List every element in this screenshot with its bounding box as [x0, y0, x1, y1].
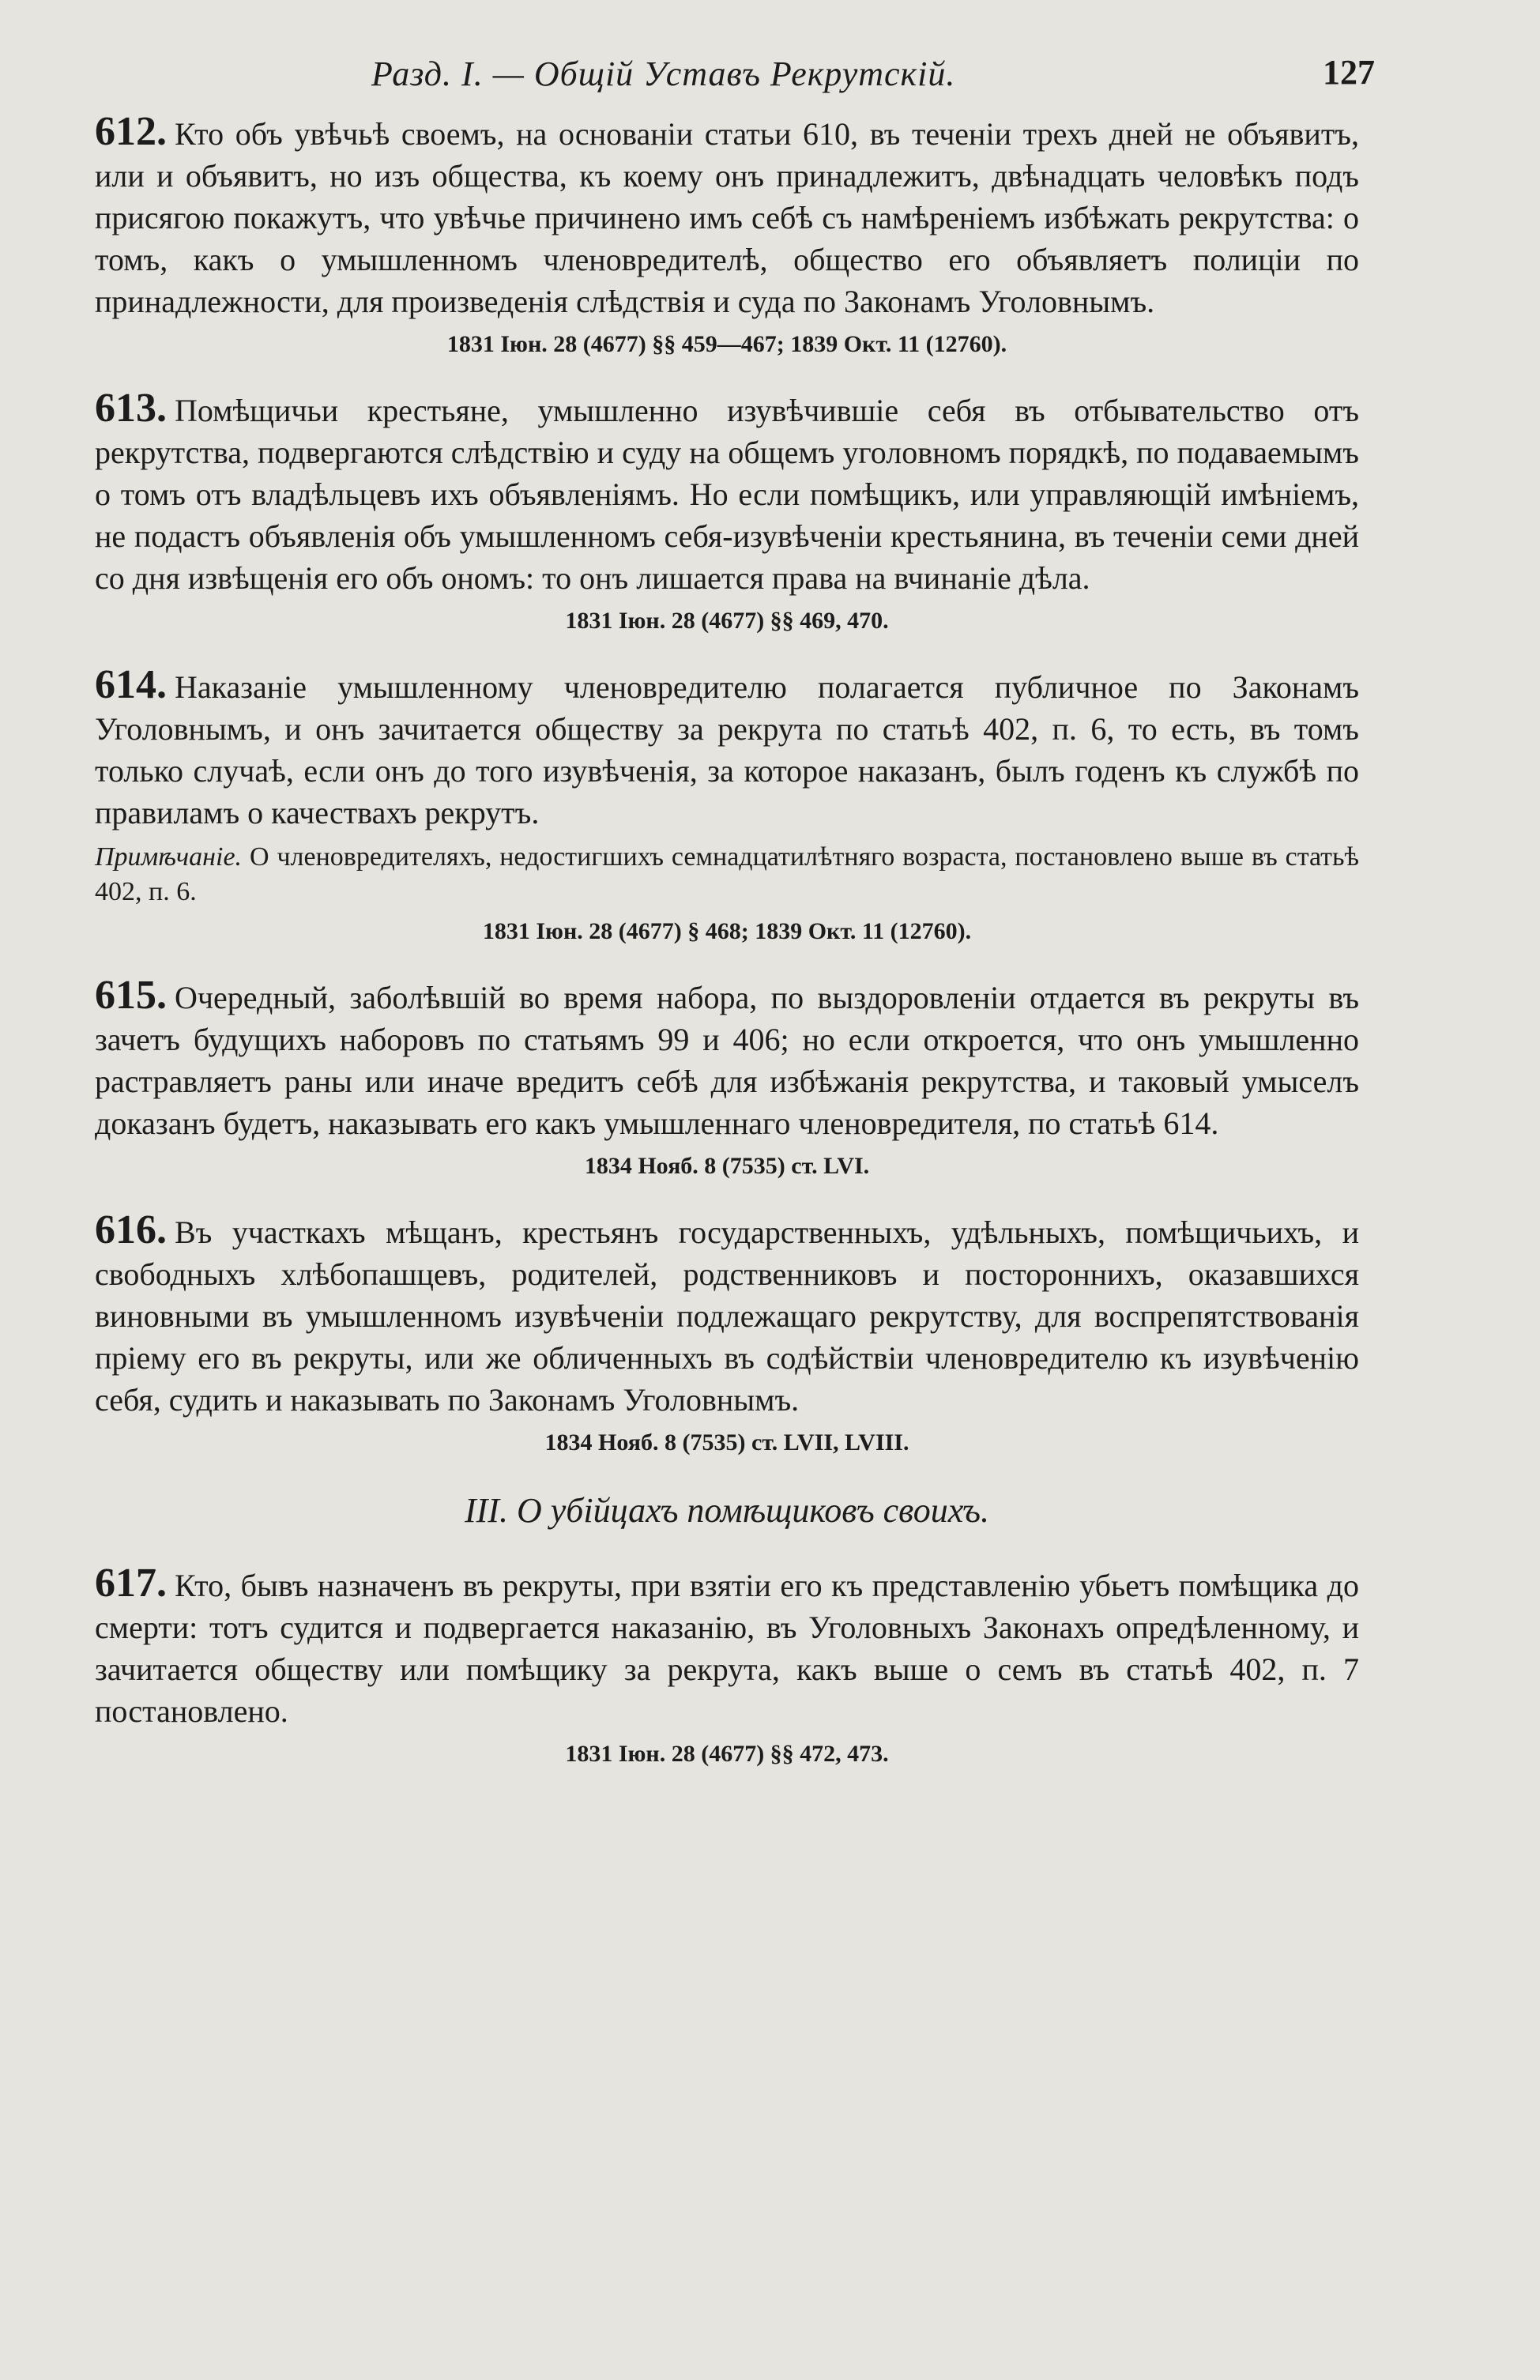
article-body — [95, 111, 1359, 322]
note-text: О членовредителяхъ, недостигшихъ семнадцатилѣтняго возраста, постановлено выше въ статьѣ 402, п. 6. — [95, 842, 1360, 906]
article-number: 615. — [95, 973, 167, 1018]
page-header — [111, 46, 1375, 101]
article-616 — [95, 1209, 1359, 1459]
article-body — [95, 1209, 1359, 1421]
article-text: Наказанiе умышленному членовредителю полагается публичное по Законамъ Уголовнымъ, и онъ зачитается обществу за рекрута по статьѣ 402, п. 6, то есть, въ томъ только случаѣ, если онъ до того изувѣченiя, за которое наказанъ, былъ годенъ къ службѣ по правиламъ о качествахъ рекрутъ. — [95, 669, 1359, 830]
article-body — [95, 974, 1359, 1144]
article-text: Кто, бывъ назначенъ въ рекруты, при взятiи его къ представленiю убьетъ помѣщика до смерти: тотъ судится и подвергается наказанiю, въ Уголовныхъ Законахъ опредѣленному, и зачитается обществу или помѣщику за рекрута, какъ выше о семъ въ статьѣ 402, п. 7 постановлено. — [95, 1568, 1359, 1729]
article-text: Помѣщичьи крестьяне, умышленно изувѣчившiе себя въ отбывательство отъ рекрутства, подвергаются слѣдствiю и суду на общемъ уголовномъ порядкѣ, по подаваемымъ о томъ отъ владѣльцевъ ихъ объявленiямъ. Но если помѣщикъ, или управляющiй имѣнiемъ, не подастъ объявленiя объ умышленномъ себя-изувѣченiи крестьянина, въ теченiи семи дней со дня извѣщенiя его объ ономъ: то онъ лишается права на вчинанiе дѣла. — [95, 393, 1359, 596]
article-citation: 1834 Нояб. 8 (7535) ст. LVII, LVIII. — [544, 1429, 909, 1455]
article-612 — [95, 111, 1359, 360]
article-number: 613. — [95, 386, 167, 431]
section-heading: III. О убiйцахъ помѣщиковъ своихъ. — [465, 1491, 989, 1530]
article-text: Очередный, заболѣвшiй во время набора, по выздоровленiи отдается въ рекруты въ зачетъ будущихъ наборовъ по статьямъ 99 и 406; но если откроется, что онъ умышленно растравляетъ раны или иначе вредитъ себѣ для избѣжанiя рекрутства, и таковый умыселъ доказанъ будетъ, наказывать его какъ умышленнаго членовредителя, по статьѣ 614. — [95, 980, 1359, 1141]
article-614 — [95, 664, 1359, 947]
article-note — [95, 840, 1359, 909]
article-617 — [95, 1562, 1359, 1770]
article-body — [95, 387, 1359, 599]
note-label: Примѣчанiе. — [95, 842, 243, 872]
article-body — [95, 1562, 1359, 1732]
article-613 — [95, 387, 1359, 637]
article-text: Кто объ увѣчьѣ своемъ, на основанiи статьи 610, въ теченiи трехъ дней не объявитъ, или и объявитъ, но изъ общества, къ коему онъ принадлежитъ, двѣнадцать человѣкъ подъ присягою покажутъ, что увѣчье причинено имъ себѣ съ намѣренiемъ избѣжать рекрутства: о томъ, какъ о умышленномъ членовредителѣ, общество его объявляетъ полицiи по принадлежности, для произведенiя слѣдствiя и суда по Законамъ Уголовнымъ. — [95, 116, 1359, 319]
article-text: Въ участкахъ мѣщанъ, крестьянъ государственныхъ, удѣльныхъ, помѣщичьихъ, и свободныхъ хлѣбопашцевъ, родителей, родственниковъ и постороннихъ, оказавшихся виновными въ умышленномъ изувѣченiи подлежащаго рекрутству, для воспрепятствованiя прiему его въ рекруты, или же обличенныхъ въ содѣйствiи членовредителю къ изувѣченiю себя, судить и наказывать по Законамъ Уголовнымъ. — [95, 1214, 1359, 1418]
article-citation: 1831 Iюн. 28 (4677) §§ 472, 473. — [565, 1741, 889, 1767]
article-number: 617. — [95, 1561, 167, 1606]
article-citation: 1831 Iюн. 28 (4677) §§ 459—467; 1839 Окт. 11 (12760). — [446, 331, 1007, 357]
article-citation: 1831 Iюн. 28 (4677) §§ 469, 470. — [565, 608, 889, 634]
article-body — [95, 664, 1359, 834]
article-citation: 1831 Iюн. 28 (4677) § 468; 1839 Окт. 11 (12760). — [482, 918, 972, 944]
article-number: 612. — [95, 109, 167, 154]
article-615 — [95, 974, 1359, 1182]
page-number: 127 — [1323, 53, 1375, 92]
article-number: 614. — [95, 662, 167, 707]
running-head: Разд. I. — Общiй Уставъ Рекрутскiй. — [371, 55, 956, 93]
page-content — [95, 111, 1359, 1797]
article-number: 616. — [95, 1207, 167, 1252]
article-citation: 1834 Нояб. 8 (7535) ст. LVI. — [584, 1153, 870, 1179]
